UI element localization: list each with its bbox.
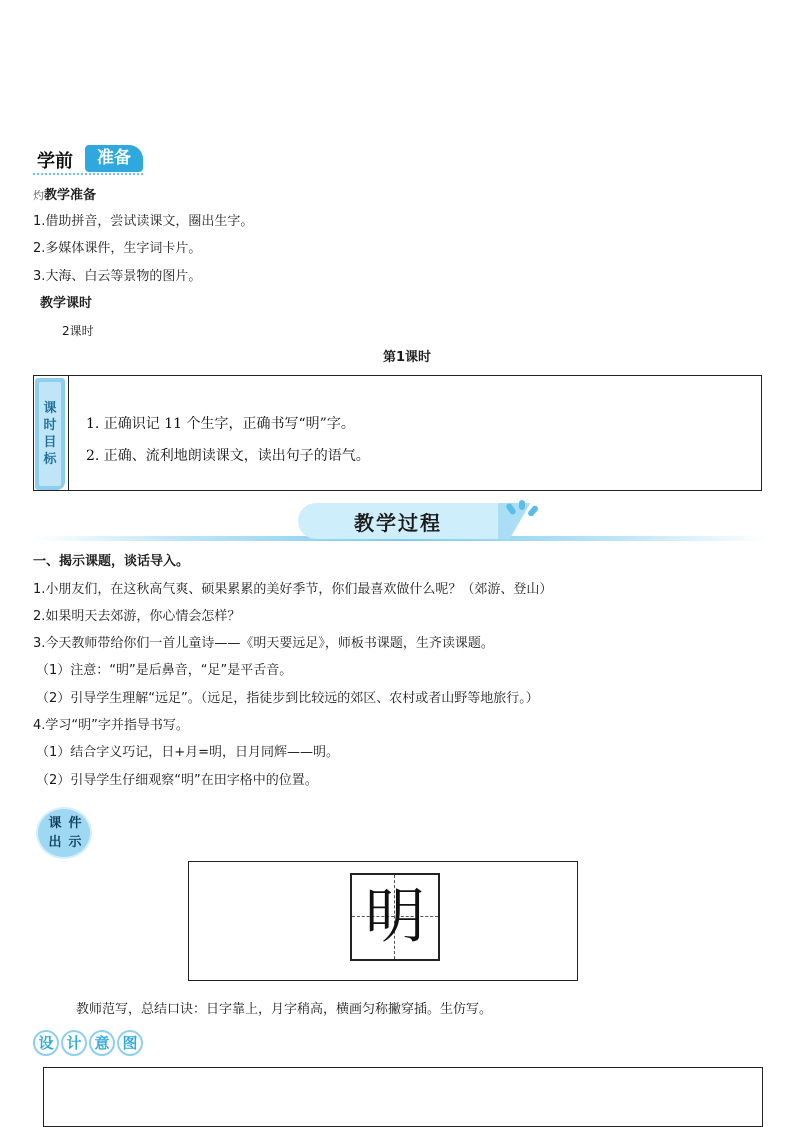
header-dotted-rule: [33, 173, 143, 175]
objectives-tab-char: 标: [43, 452, 57, 467]
courseware-label-char: 出: [48, 835, 62, 850]
banner-spark-icon: [519, 500, 525, 510]
design-intent-char: 计: [61, 1030, 87, 1056]
objectives-box: [33, 375, 762, 491]
objective-item-1: 1. 正确识记 11 个生字，正确书写“明”字。: [86, 416, 355, 432]
design-intent-label: [33, 1030, 143, 1056]
process-banner-title: 教学过程: [354, 511, 442, 535]
section1-line: （2）引导学生仔细观察“明”在田字格中的位置。: [36, 773, 318, 788]
teacher-note: 教师范写，总结口诀：日字靠上，月字稍高，横画匀称撇穿插。生仿写。: [76, 1002, 493, 1017]
design-intent-box: [43, 1067, 763, 1127]
prep-heading-text: 教学准备: [44, 188, 97, 203]
objectives-separator: [68, 375, 69, 491]
section1-line: （2）引导学生理解“远足”。（远足，指徒步到比较远的郊区、农村或者山野等地旅行。）: [36, 691, 539, 706]
design-intent-char: 图: [117, 1030, 143, 1056]
objective-item-2: 2. 正确、流利地朗读课文，读出句子的语气。: [86, 448, 370, 464]
section1-line: 3.今天教师带给你们一首儿童诗——《明天要远足》，师板书课题，生齐读课题。: [33, 636, 494, 651]
objectives-tab-char: 课: [43, 401, 57, 416]
section1-line: （1）结合字义巧记，日+月=明，日月同辉——明。: [36, 745, 340, 760]
section1-line: 2.如果明天去郊游，你心情会怎样？: [33, 609, 241, 624]
section-header-badge: 准备: [85, 145, 143, 172]
prep-heading-mark: 灼: [33, 189, 44, 202]
courseware-label-char: 课: [48, 816, 62, 831]
tian-grid-character: 明: [365, 882, 425, 952]
banner-spark-icon: [527, 504, 539, 517]
section1-line: 1.小朋友们，在这秋高气爽、硕果累累的美好季节，你们最喜欢做什么呢？（郊游、登山）: [33, 582, 553, 597]
design-intent-char: 设: [33, 1030, 59, 1056]
courseware-label: [45, 814, 85, 852]
section1-line: 4.学习“明”字并指导书写。: [33, 718, 189, 733]
prep-item-1: 1.借助拼音，尝试读课文，圈出生字。: [33, 214, 254, 229]
section-header-prefix: 学前: [37, 151, 73, 172]
section1-line: （1）注意：“明”是后鼻音，“足”是平舌音。: [36, 663, 293, 678]
objectives-tab-label: [39, 382, 61, 486]
objectives-tab-char: 时: [43, 418, 57, 433]
courseware-label-char: 件: [68, 816, 82, 831]
lesson-title: 第1课时: [383, 350, 432, 365]
section1-heading: 一、揭示课题，谈话导入。: [33, 554, 190, 569]
courseware-label-char: 示: [68, 835, 82, 850]
objectives-tab-char: 目: [43, 435, 57, 450]
prep-item-3: 3.大海、白云等景物的图片。: [33, 269, 202, 284]
design-intent-char: 意: [89, 1030, 115, 1056]
hours-value: 2课时: [62, 324, 94, 338]
prep-heading: [33, 188, 96, 204]
prep-item-2: 2.多媒体课件，生字词卡片。: [33, 241, 202, 256]
hours-heading: 教学课时: [40, 296, 93, 311]
